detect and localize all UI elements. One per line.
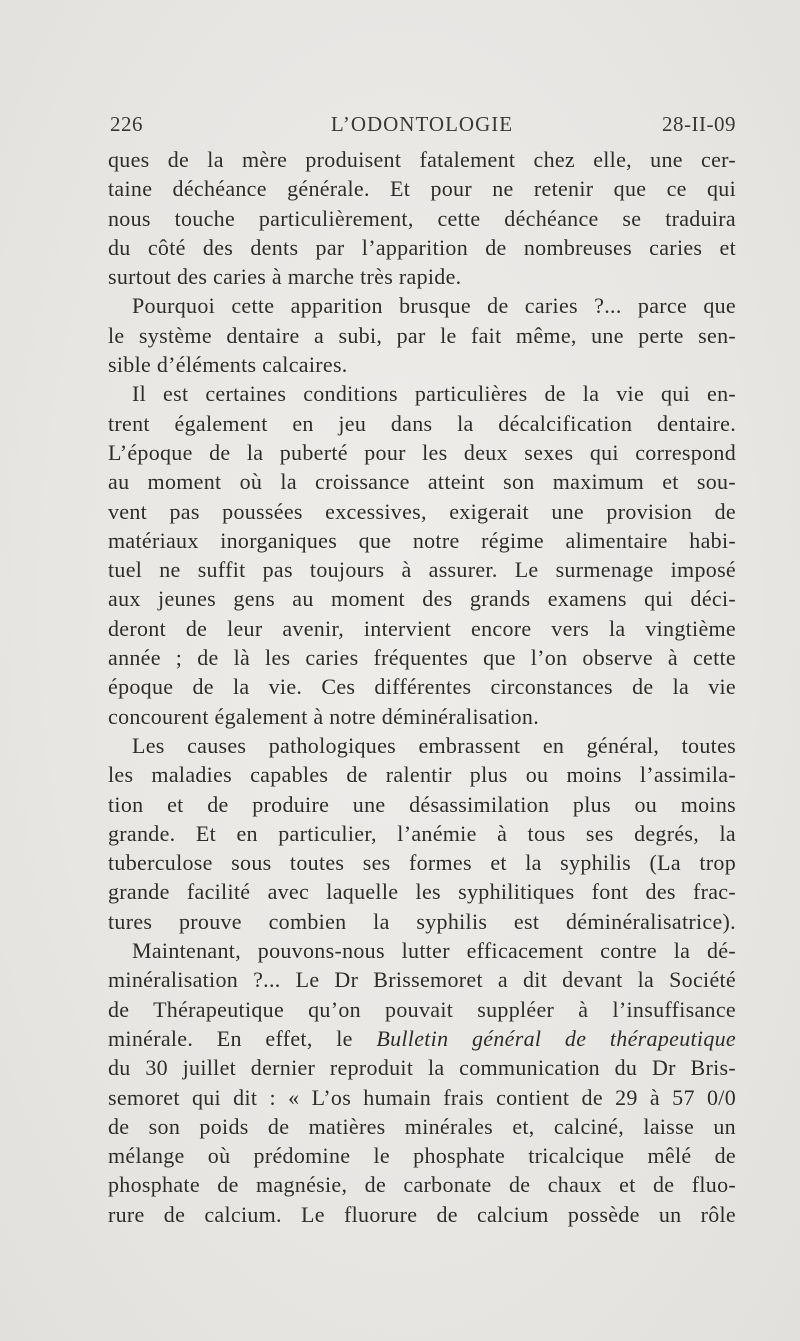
text-line: tuel ne suffit pas toujours à assurer. Le surmenage imposé xyxy=(108,557,736,583)
text-line: nous touche particulièrement, cette déchéance se traduira xyxy=(108,205,736,231)
text-line: grande facilité avec laquelle les syphilitiques font des frac- xyxy=(108,879,736,905)
issue-date: 28-II-09 xyxy=(662,112,736,136)
text-line: mélange où prédomine le phosphate tricalcique mêlé de xyxy=(108,1143,736,1169)
text-line: minéralisation ?... Le Dr Brissemoret a dit devant la Société xyxy=(108,967,736,993)
text-line: de Thérapeutique qu’on pouvait suppléer à l’insuffisance xyxy=(108,996,736,1022)
text-line: Maintenant, pouvons-nous lutter efficacement contre la dé- xyxy=(132,938,736,964)
text-line: matériaux inorganiques que notre régime alimentaire habi- xyxy=(108,527,736,553)
text-line: au moment où la croissance atteint son maximum et sou- xyxy=(108,469,736,495)
text-line: les maladies capables de ralentir plus ou moins l’assimila- xyxy=(108,762,736,788)
text-line: tuberculose sous toutes ses formes et la syphilis (La trop xyxy=(108,850,736,876)
text-line: vent pas poussées excessives, exigerait une provision de xyxy=(108,498,736,524)
text-line: taine déchéance générale. Et pour ne retenir que ce qui xyxy=(108,176,736,202)
text-line: époque de la vie. Ces différentes circonstances de la vie xyxy=(108,674,736,700)
page-number: 226 xyxy=(110,112,143,136)
text-line-with-italic-title xyxy=(108,1024,736,1053)
text-line: trent également en jeu dans la décalcification dentaire. xyxy=(108,410,736,436)
text-line: de son poids de matières minérales et, calciné, laisse un xyxy=(108,1113,736,1139)
text-line: ques de la mère produisent fatalement chez elle, une cer- xyxy=(108,147,736,172)
text-line: tures prouve combien la syphilis est déminéralisatrice). xyxy=(108,908,736,934)
text-line: rure de calcium. Le fluorure de calcium possède un rôle xyxy=(108,1201,736,1227)
text-line: semoret qui dit : « L’os humain frais contient de 29 à 57 0/0 xyxy=(108,1084,736,1110)
text-line: année ; de là les caries fréquentes que l’on observe à cette xyxy=(108,645,736,671)
text-line: sible d’éléments calcaires. xyxy=(108,352,348,378)
text-line: Il est certaines conditions particulières de la vie qui en- xyxy=(132,381,736,407)
journal-title: Bulletin général de thérapeutique xyxy=(376,1025,736,1051)
text-line: deront de leur avenir, intervient encore vers la vingtième xyxy=(108,615,736,641)
text-line: du côté des dents par l’apparition de nombreuses caries et xyxy=(108,234,736,260)
text-line: aux jeunes gens au moment des grands examens qui déci- xyxy=(108,586,736,612)
text-line: surtout des caries à marche très rapide. xyxy=(108,264,462,290)
running-title: L’ODONTOLOGIE xyxy=(330,112,514,136)
text-line: phosphate de magnésie, de carbonate de chaux et de fluo- xyxy=(108,1172,736,1198)
text-fragment: minérale. En effet, le xyxy=(108,1025,377,1051)
text-line: tion et de produire une désassimilation plus ou moins xyxy=(108,791,736,817)
text-line: L’époque de la puberté pour les deux sexes qui correspond xyxy=(108,439,736,465)
text-line: le système dentaire a subi, par le fait même, une perte sen- xyxy=(108,322,736,348)
body-text xyxy=(108,145,736,1229)
running-header xyxy=(108,112,736,140)
text-line: Pourquoi cette apparition brusque de caries ?... parce que xyxy=(132,293,736,319)
text-line: Les causes pathologiques embrassent en général, toutes xyxy=(132,732,736,758)
text-line: concourent également à notre déminéralisation. xyxy=(108,703,540,729)
text-line: du 30 juillet dernier reproduit la communication du Dr Bris- xyxy=(108,1055,736,1081)
text-line: grande. Et en particulier, l’anémie à tous ses degrés, la xyxy=(108,820,736,846)
